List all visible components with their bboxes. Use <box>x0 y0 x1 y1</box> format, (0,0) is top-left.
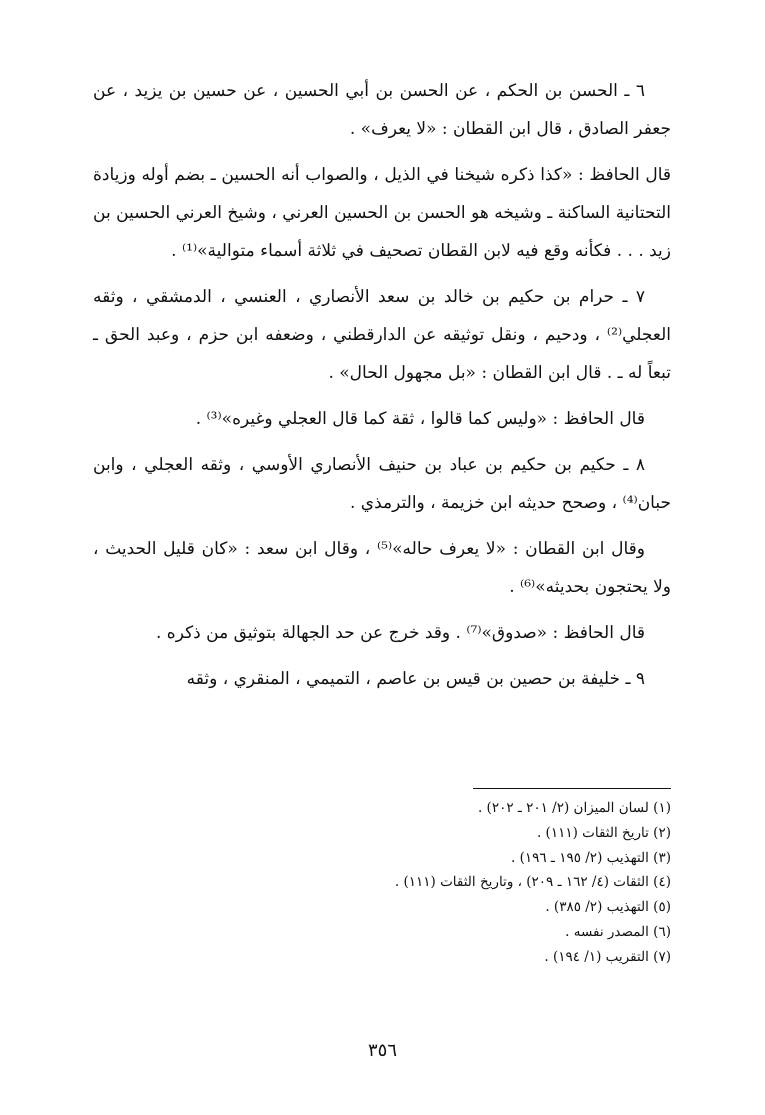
entry-8-paragraph: ٨ ـ حكيم بن حكيم بن عباد بن حنيف الأنصاري الأوسي ، وثقه العجلي ، وابن حبان⁽⁴⁾ ، وصحح حديثه ابن خزيمة ، والترمذي . <box>93 455 671 513</box>
hafiz-comment-paragraph: قال الحافظ : «كذا ذكره شيخنا في الذيل ، والصواب أنه الحسين ـ بضم أوله وزيادة التحتانية الساكنة ـ وشيخه هو الحسن بن الحسين العرني ، وشيخ العرني الحسين بن زيد . . . فكأنه وقع فيه لابن القطان تصحيف في ثلاثة أسماء متوالية»⁽¹⁾ . <box>93 165 671 261</box>
footnote: (٢) تاريخ الثقات (١١١) . <box>536 824 671 841</box>
main-text <box>93 72 671 698</box>
hafiz-comment-paragraph: قال الحافظ : «صدوق»⁽⁷⁾ . وقد خرج عن حد الجهالة بتوثيق من ذكره . <box>155 623 645 643</box>
footnote: (١) لسان الميزان (٢/ ٢٠١ ـ ٢٠٢) . <box>477 800 671 816</box>
footnote: (٣) التهذيب (٢/ ١٩٥ ـ ١٩٦) . <box>511 849 671 866</box>
footnote-divider <box>473 788 671 789</box>
entry-9-paragraph: ٩ ـ خليفة بن حصين بن قيس بن عاصم ، التميمي ، المنقري ، وثقه <box>186 669 645 689</box>
footnote: (٦) المصدر نفسه . <box>565 923 671 940</box>
ibn-qattan-quote-paragraph: وقال ابن القطان : «لا يعرف حاله»⁽⁵⁾ ، وقال ابن سعد : «كان قليل الحديث ، ولا يحتجون بحديثه»⁽⁶⁾ . <box>93 539 671 597</box>
entry-7-paragraph: ٧ ـ حرام بن حكيم بن خالد بن سعد الأنصاري ، العنسي ، الدمشقي ، وثقه العجلي⁽²⁾ ، ودحيم ، ونقل توثيقه عن الدارقطني ، وضعفه ابن حزم ، وعبد الحق ـ تبعاً له ـ . قال ابن القطان : «بل مجهول الحال» . <box>93 287 671 383</box>
hafiz-comment-paragraph: قال الحافظ : «وليس كما قالوا ، ثقة كما قال العجلي وغيره»⁽³⁾ . <box>195 409 645 429</box>
footnote: (٧) التقريب (١/ ١٩٤) . <box>544 948 671 965</box>
page-number: ٣٥٦ <box>367 1040 397 1061</box>
entry-6-paragraph: ٦ ـ الحسن بن الحكم ، عن الحسن بن أبي الحسين ، عن حسين بن يزيد ، عن جعفر الصادق ، قال ابن القطان : «لا يعرف» . <box>93 81 671 139</box>
footnote: (٤) الثقات (٤/ ١٦٢ ـ ٢٠٩) ، وتاريخ الثقات (١١١) . <box>394 874 671 891</box>
footnotes-list <box>93 796 671 970</box>
footnote: (٥) التهذيب (٢/ ٣٨٥) . <box>545 899 671 916</box>
